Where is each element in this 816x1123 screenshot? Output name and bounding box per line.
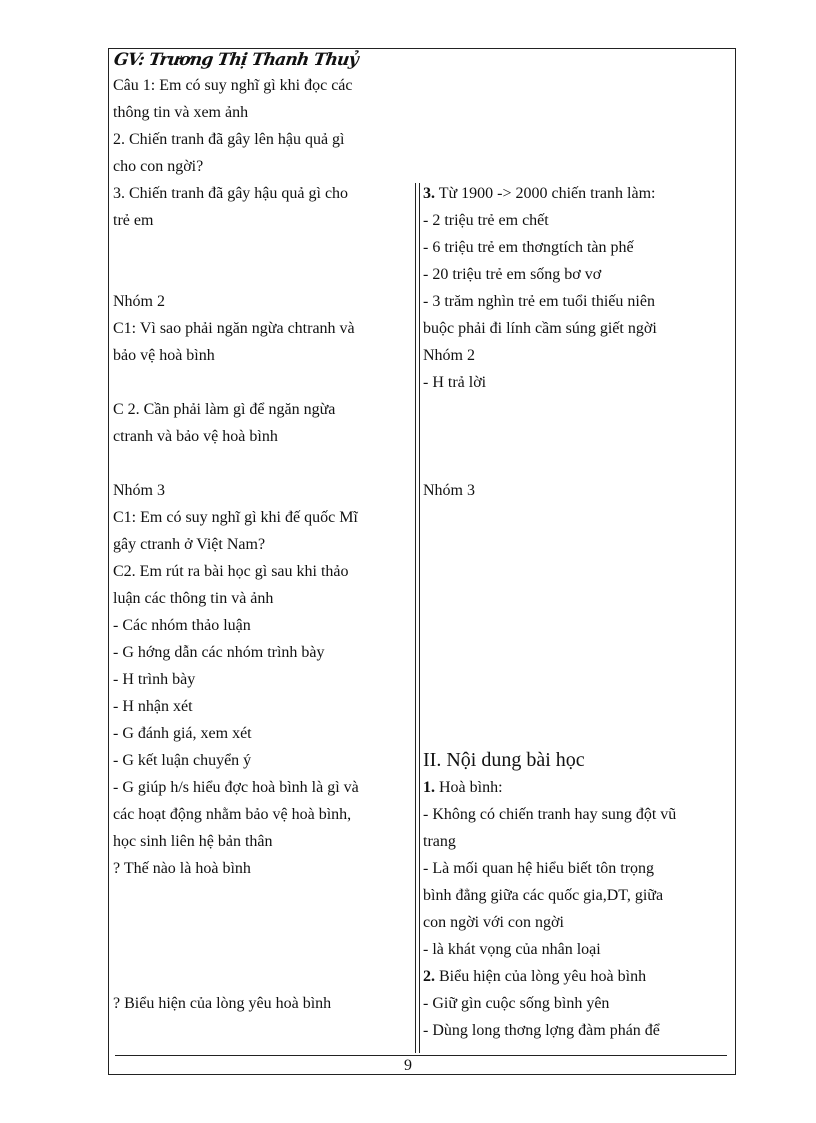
text-line: Câu 1: Em có suy nghĩ gì khi đọc các: [113, 77, 353, 94]
text-line: bảo vệ hoà bình: [113, 347, 215, 364]
text-line: ctranh và bảo vệ hoà bình: [113, 428, 278, 445]
text-line: - H trình bày: [113, 671, 196, 688]
left-column: [113, 72, 411, 1017]
text-line: 3. Chiến tranh đã gây hậu quả gì cho: [113, 185, 349, 202]
item2-heading: [423, 963, 728, 990]
text-line: Nhóm 2: [423, 347, 475, 364]
spacer: [423, 504, 728, 531]
text-line: thông tin và xem ảnh: [113, 104, 249, 121]
column-divider-left: [415, 183, 416, 1053]
item1-lines: [423, 801, 728, 963]
item1-title: Hoà bình:: [435, 779, 503, 796]
blank-line: [113, 261, 411, 288]
spacer: [423, 666, 728, 693]
spacer: [423, 396, 728, 423]
text-line: C 2. Cần phải làm gì để ngăn ngừa: [113, 401, 336, 418]
text-line: - G hớng dẫn các nhóm trình bày: [113, 644, 325, 661]
text-line: các hoạt động nhằm bảo vệ hoà bình,: [113, 806, 352, 823]
spacer: [423, 693, 728, 720]
spacer: [423, 612, 728, 639]
spacer: [423, 558, 728, 585]
text-line: ? Thế nào là hoà bình: [113, 860, 251, 877]
spacer: [423, 585, 728, 612]
page-number: 9: [404, 1057, 412, 1074]
item1-number: 1.: [423, 779, 435, 796]
text-line: - 6 triệu trẻ em thơngtích tàn phế: [423, 239, 634, 256]
text-line: - là khát vọng của nhân loại: [423, 941, 601, 958]
q3-text: Từ 1900 -> 2000 chiến tranh làm:: [435, 185, 656, 202]
text-line: - 3 trăm nghìn trẻ em tuổi thiếu niên: [423, 293, 655, 310]
q3-answer-lines: [423, 207, 728, 396]
text-line: trang: [423, 833, 456, 850]
item2-lines: [423, 990, 728, 1044]
text-line: gây ctranh ở Việt Nam?: [113, 536, 266, 553]
blank-line: [113, 882, 411, 909]
group3-label: Nhóm 3: [423, 482, 475, 499]
text-line: con ngời với con ngời: [423, 914, 564, 931]
blank-line: [113, 909, 411, 936]
text-line: - Giữ gìn cuộc sống bình yên: [423, 995, 610, 1012]
blank-line: [113, 450, 411, 477]
text-line: - H nhận xét: [113, 698, 193, 715]
section-title: Nội dung bài học: [441, 749, 585, 771]
blank-line: [113, 936, 411, 963]
spacer: [423, 450, 728, 477]
spacer: [423, 423, 728, 450]
blank-line: [113, 963, 411, 990]
blank-line: [113, 234, 411, 261]
text-line: C1: Em có suy nghĩ gì khi đế quốc Mĩ: [113, 509, 358, 526]
author-header: GV: Trương Thị Thanh Thuỷ: [112, 50, 360, 70]
text-line: - Các nhóm thảo luận: [113, 617, 251, 634]
text-line: - Không có chiến tranh hay sung đột vũ: [423, 806, 677, 823]
text-line: luận các thông tin và ảnh: [113, 590, 274, 607]
right-column: [423, 180, 728, 1044]
text-line: Nhóm 3: [113, 482, 165, 499]
item2-number: 2.: [423, 968, 435, 985]
section-heading: [423, 747, 728, 774]
section-roman: II.: [423, 749, 442, 771]
text-line: - Dùng long thơng lợng đàm phán để: [423, 1022, 660, 1039]
text-line: học sinh liên hệ bản thân: [113, 833, 273, 850]
text-line: - G đánh giá, xem xét: [113, 725, 252, 742]
text-line: - G kết luận chuyển ý: [113, 752, 252, 769]
text-line: - 2 triệu trẻ em chết: [423, 212, 549, 229]
column-divider-right: [419, 183, 420, 1053]
text-line: trẻ em: [113, 212, 154, 229]
text-line: ? Biểu hiện của lòng yêu hoà bình: [113, 995, 332, 1012]
spacer: [423, 639, 728, 666]
text-line: bình đẳng giữa các quốc gia,DT, giữa: [423, 887, 664, 904]
item1-heading: [423, 774, 728, 801]
text-line: buộc phải đi lính cầm súng giết ngời: [423, 320, 657, 337]
text-line: C1: Vì sao phải ngăn ngừa chtranh và: [113, 320, 355, 337]
item2-title: Biểu hiện của lòng yêu hoà bình: [435, 968, 647, 985]
text-line: C2. Em rút ra bài học gì sau khi thảo: [113, 563, 349, 580]
text-line: - H trả lời: [423, 374, 487, 391]
text-line: 2. Chiến tranh đã gây lên hậu quả gì: [113, 131, 345, 148]
text-line: Nhóm 2: [113, 293, 165, 310]
spacer: [423, 720, 728, 747]
q3-number: 3.: [423, 185, 435, 202]
text-line: - 20 triệu trẻ em sống bơ vơ: [423, 266, 602, 283]
footer-rule: [115, 1055, 727, 1056]
text-line: - Là mối quan hệ hiểu biết tôn trọng: [423, 860, 655, 877]
q3-answer-heading: [423, 180, 728, 207]
blank-line: [113, 369, 411, 396]
text-line: cho con ngời?: [113, 158, 204, 175]
spacer: [423, 531, 728, 558]
text-line: - G giúp h/s hiểu đợc hoà bình là gì và: [113, 779, 359, 796]
